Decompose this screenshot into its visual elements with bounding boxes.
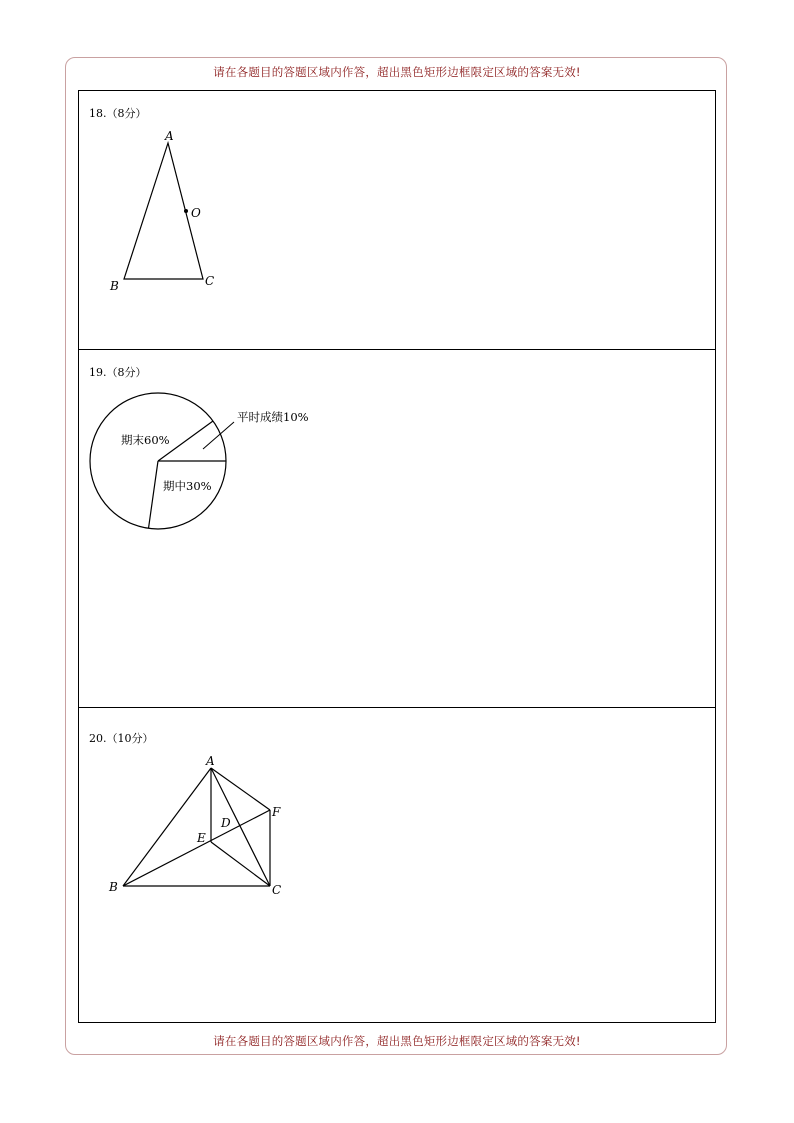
pie-radius-regular-final [149, 461, 159, 528]
notice-top: 请在各题目的答题区域内作答，超出黑色矩形边框限定区域的答案无效! [213, 65, 581, 79]
answer-box-19[interactable] [78, 349, 716, 708]
segment-ab [123, 768, 211, 886]
answer-box-20[interactable] [78, 707, 716, 1023]
pie-chart-19 [79, 350, 717, 709]
point-o-dot [184, 209, 188, 213]
answer-box-18[interactable] [78, 90, 716, 350]
question-20-heading: 20.（10分） [89, 732, 154, 745]
segment-ac [211, 768, 270, 886]
label-o: O [191, 206, 201, 220]
label-a: A [206, 754, 215, 768]
label-b: B [109, 880, 118, 894]
slice-label-regular: 平时成绩10% [237, 410, 309, 424]
label-c: C [205, 274, 215, 288]
label-d: D [221, 816, 231, 830]
segment-bf [123, 810, 270, 886]
notice-bottom: 请在各题目的答题区域内作答，超出黑色矩形边框限定区域的答案无效! [213, 1034, 581, 1048]
geometry-figure-20 [79, 708, 717, 1024]
label-a: A [165, 129, 174, 143]
question-18-heading: 18.（8分） [89, 107, 147, 120]
segment-af [211, 768, 270, 810]
label-e: E [197, 831, 206, 845]
leader-line [203, 422, 234, 449]
segment-ec [211, 842, 270, 886]
triangle-figure-18 [79, 91, 717, 351]
slice-label-midterm: 期中30% [163, 479, 212, 493]
slice-label-final: 期末60% [121, 433, 170, 447]
label-c: C [272, 883, 282, 897]
question-19-heading: 19.（8分） [89, 366, 147, 379]
label-f: F [272, 805, 281, 819]
label-b: B [110, 279, 119, 293]
